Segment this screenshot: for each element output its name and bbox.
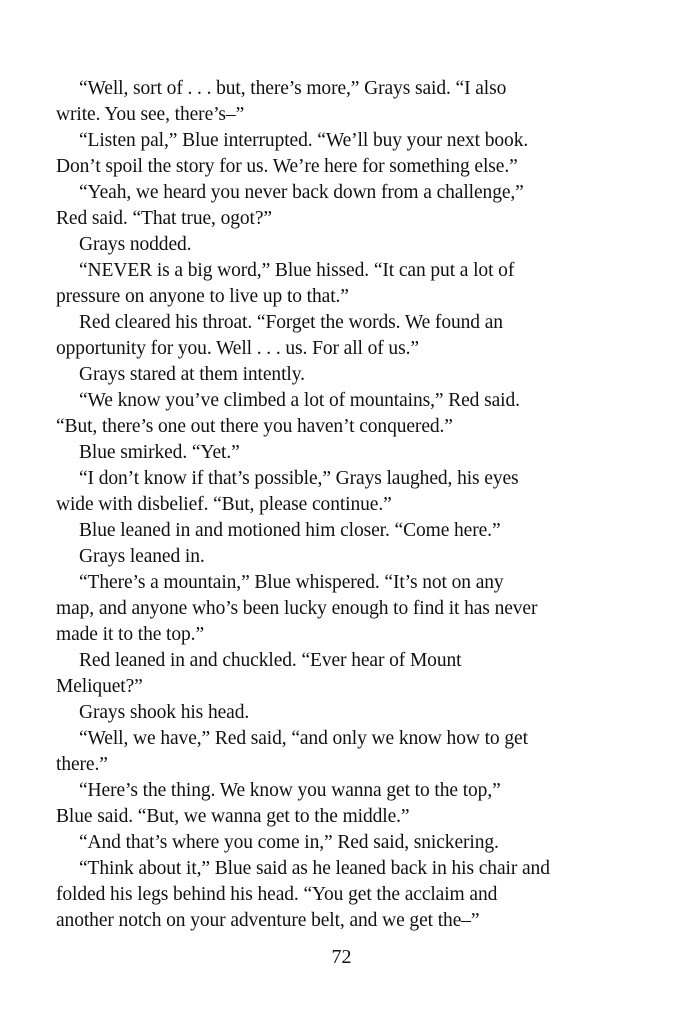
paragraph [56,232,604,258]
text-line: write. You see, there’s–” [56,104,245,125]
paragraph [56,648,604,700]
text-line: “Yeah, we heard you never back down from a challenge,” [79,182,524,203]
text-line: Blue smirked. “Yet.” [79,442,240,463]
text-line: “Listen pal,” Blue interrupted. “We’ll buy your next book. [79,130,529,151]
paragraph [56,310,604,362]
text-line: Grays shook his head. [79,702,250,723]
paragraph [56,856,604,934]
text-line: “There’s a mountain,” Blue whispered. “It’s not on any [79,572,504,593]
paragraph [56,180,604,232]
text-line: Meliquet?” [56,676,143,697]
paragraph [56,388,604,440]
paragraph [56,76,604,128]
text-line: “NEVER is a big word,” Blue hissed. “It can put a lot of [79,260,515,281]
text-line: Grays stared at them intently. [79,364,305,385]
text-line: pressure on anyone to live up to that.” [56,286,349,307]
paragraph [56,830,604,856]
paragraph [56,518,604,544]
text-line: “But, there’s one out there you haven’t conquered.” [56,416,453,437]
text-line: “I don’t know if that’s possible,” Grays laughed, his eyes [79,468,519,489]
paragraph [56,362,604,388]
paragraph [56,700,604,726]
page-number: 72 [331,946,352,968]
text-line: “And that’s where you come in,” Red said, snickering. [79,832,499,853]
text-line: “Think about it,” Blue said as he leaned back in his chair and [79,858,550,879]
paragraph [56,128,604,180]
text-line: made it to the top.” [56,624,205,645]
paragraph [56,726,604,778]
text-line: “Well, sort of . . . but, there’s more,” Grays said. “I also [79,78,507,99]
text-line: wide with disbelief. “But, please continue.” [56,494,392,515]
text-line: “Here’s the thing. We know you wanna get to the top,” [79,780,501,801]
paragraph [56,544,604,570]
text-line: Blue said. “But, we wanna get to the middle.” [56,806,410,827]
paragraph [56,778,604,830]
text-line: “We know you’ve climbed a lot of mountains,” Red said. [79,390,520,411]
paragraph [56,258,604,310]
paragraph [56,440,604,466]
text-line: folded his legs behind his head. “You get the acclaim and [56,884,498,905]
paragraph [56,466,604,518]
text-line: Red cleared his throat. “Forget the words. We found an [79,312,503,333]
text-line: Grays nodded. [79,234,192,255]
text-line: there.” [56,754,108,775]
text-line: Don’t spoil the story for us. We’re here for something else.” [56,156,518,177]
text-line: another notch on your adventure belt, and we get the–” [56,910,480,931]
text-line: “Well, we have,” Red said, “and only we know how to get [79,728,528,749]
text-line: opportunity for you. Well . . . us. For all of us.” [56,338,419,359]
body-text [56,76,604,934]
paragraph [56,570,604,648]
text-line: map, and anyone who’s been lucky enough to find it has never [56,598,538,619]
text-line: Red leaned in and chuckled. “Ever hear of Mount [79,650,462,671]
text-line: Red said. “That true, ogot?” [56,208,272,229]
text-line: Grays leaned in. [79,546,205,567]
text-line: Blue leaned in and motioned him closer. “Come here.” [79,520,501,541]
